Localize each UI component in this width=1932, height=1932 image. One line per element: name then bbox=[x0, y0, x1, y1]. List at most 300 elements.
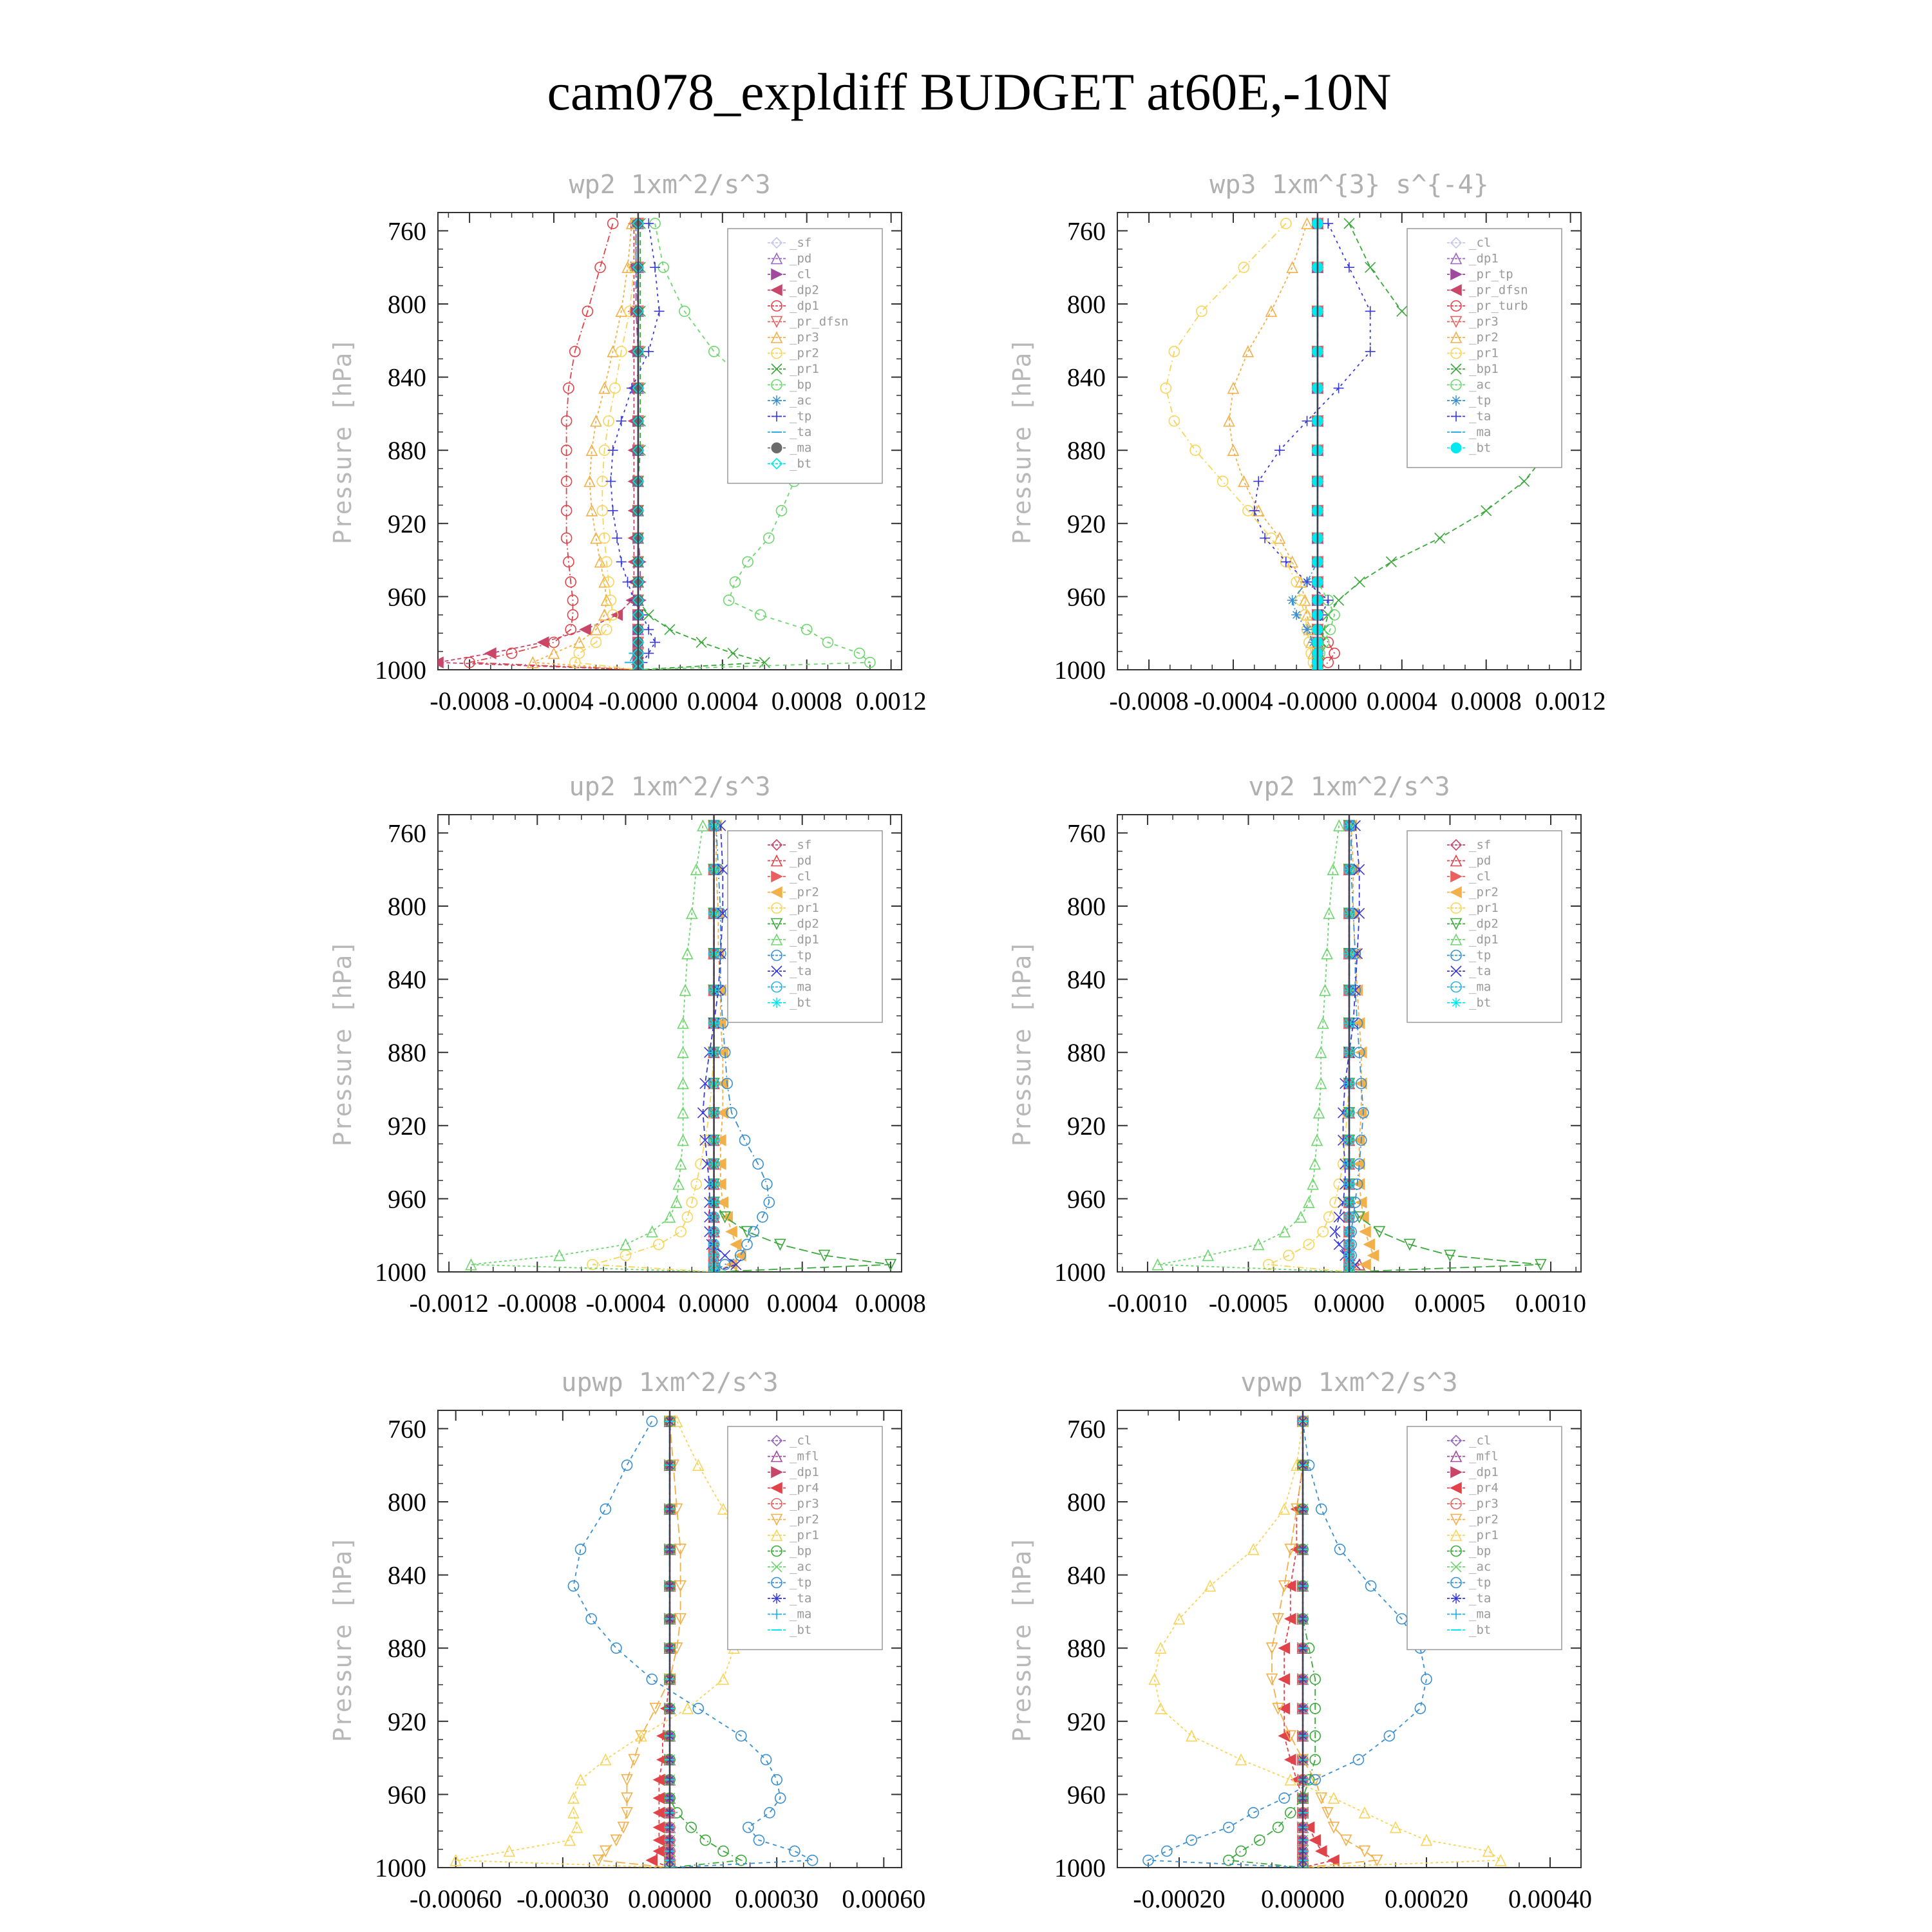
legend-item-label: _ta bbox=[790, 425, 812, 439]
data-point-pr-turb bbox=[1323, 658, 1333, 668]
y-axis-label: Pressure [hPa] bbox=[328, 337, 357, 545]
data-point-tp bbox=[743, 1823, 753, 1833]
data-point-tp bbox=[612, 533, 622, 544]
y-tick-label: 960 bbox=[1067, 1184, 1106, 1214]
y-tick-label: 920 bbox=[1067, 509, 1106, 538]
x-tick-label: -0.0005 bbox=[1208, 1289, 1289, 1318]
legend-item-label: _sf bbox=[790, 236, 812, 250]
data-point-pr4 bbox=[1279, 1674, 1289, 1684]
legend-marker bbox=[1451, 998, 1461, 1008]
legend-item-label: _cl bbox=[790, 1434, 812, 1448]
y-tick-label: 800 bbox=[388, 892, 426, 921]
data-point-dp1 bbox=[1203, 1250, 1213, 1260]
y-axis-label: Pressure [hPa] bbox=[328, 1535, 357, 1743]
data-point-pr1 bbox=[504, 1846, 515, 1856]
data-point-tp bbox=[611, 1643, 621, 1653]
data-point-pr2 bbox=[1359, 1846, 1370, 1856]
data-point-tp bbox=[623, 577, 633, 587]
x-tick-label: 0.0012 bbox=[1535, 687, 1606, 715]
legend bbox=[728, 229, 882, 484]
y-tick-label: 880 bbox=[388, 1634, 426, 1663]
y-tick-label: 1000 bbox=[1054, 1853, 1106, 1882]
y-tick-label: 760 bbox=[388, 1414, 426, 1444]
series-line-dp1 bbox=[471, 826, 714, 1272]
data-point-pr1 bbox=[682, 1212, 692, 1222]
legend-item-label: _tp bbox=[790, 1575, 812, 1590]
y-tick-label: 1000 bbox=[375, 1853, 426, 1882]
chart-panel-6 bbox=[1008, 1368, 1592, 1913]
y-tick-label: 880 bbox=[388, 436, 426, 466]
y-axis-label: Pressure [hPa] bbox=[1008, 337, 1036, 545]
y-tick-label: 1000 bbox=[375, 656, 426, 685]
legend-item-label: _tp bbox=[1469, 948, 1492, 963]
data-point-pr4 bbox=[647, 1855, 657, 1866]
y-tick-label: 920 bbox=[388, 509, 426, 538]
data-point-ta bbox=[1260, 533, 1270, 544]
panel-title: wp3 1xm^{3} s^{-4} bbox=[1209, 170, 1489, 200]
legend-item-label: _pr1 bbox=[790, 901, 819, 915]
data-point-pr2 bbox=[1360, 1260, 1370, 1270]
panel-title: vpwp 1xm^2/s^3 bbox=[1240, 1368, 1458, 1397]
data-point-tp bbox=[643, 648, 654, 658]
data-point-tp bbox=[1287, 595, 1298, 605]
data-point-pr1 bbox=[676, 1227, 686, 1237]
x-tick-label: 0.0005 bbox=[1414, 1289, 1486, 1318]
data-point-bp1 bbox=[1334, 595, 1344, 605]
legend bbox=[1407, 229, 1562, 468]
legend-item-label: _pr1 bbox=[1469, 346, 1499, 361]
data-point-bp bbox=[743, 556, 753, 567]
chart-panel-5 bbox=[328, 1368, 925, 1913]
legend-item-label: _pr2 bbox=[790, 1512, 819, 1527]
legend-item-label: _ta bbox=[1469, 1591, 1492, 1605]
legend-item-label: _mfl bbox=[1469, 1449, 1499, 1464]
chart-panel-4 bbox=[1008, 772, 1586, 1318]
legend-marker bbox=[772, 395, 782, 406]
data-point-tp bbox=[600, 1504, 611, 1514]
legend-item-label: _bp bbox=[790, 1544, 812, 1558]
x-tick-label: -0.00060 bbox=[410, 1884, 502, 1913]
legend-item-label: _cl bbox=[1469, 869, 1492, 884]
data-point-tp bbox=[1316, 1504, 1327, 1514]
legend-item-label: _pr1 bbox=[1469, 1528, 1499, 1542]
data-point-bp bbox=[709, 346, 719, 357]
y-tick-label: 800 bbox=[1067, 1488, 1106, 1517]
data-point-pr1 bbox=[1197, 306, 1207, 316]
data-point-tp bbox=[764, 1808, 775, 1818]
legend-item-label: _ta bbox=[1469, 409, 1492, 424]
y-tick-label: 840 bbox=[1067, 363, 1106, 392]
y-tick-label: 800 bbox=[1067, 290, 1106, 319]
data-point-pr1 bbox=[1190, 445, 1200, 455]
legend-item-label: _cl bbox=[1469, 1434, 1492, 1448]
data-point-bp bbox=[802, 625, 812, 635]
x-tick-label: 0.0000 bbox=[678, 1289, 750, 1318]
y-tick-label: 1000 bbox=[375, 1258, 426, 1287]
legend-item-label: _ac bbox=[790, 393, 812, 408]
series-line-pr3 bbox=[533, 223, 638, 670]
x-tick-label: 0.0008 bbox=[771, 687, 842, 715]
data-point-pr1 bbox=[1483, 1846, 1493, 1856]
data-point-pr1 bbox=[1495, 1855, 1506, 1866]
x-tick-label: 0.0010 bbox=[1515, 1289, 1587, 1318]
chart-panel-1 bbox=[328, 170, 927, 715]
legend-marker bbox=[1451, 1593, 1461, 1604]
data-point-pr1 bbox=[1334, 1179, 1344, 1189]
legend-item-label: _dp1 bbox=[790, 1465, 819, 1479]
data-point-tp bbox=[761, 1754, 772, 1765]
legend-item-label: _pr2 bbox=[1469, 330, 1499, 345]
data-point-pr1 bbox=[1150, 1674, 1160, 1684]
data-point-tp bbox=[693, 1703, 703, 1714]
data-point-pr1 bbox=[1155, 1643, 1166, 1653]
y-tick-label: 920 bbox=[1067, 1111, 1106, 1141]
data-point-ta bbox=[1323, 218, 1333, 229]
data-point-tp bbox=[1248, 1808, 1258, 1818]
data-point-pr4 bbox=[654, 1823, 664, 1833]
data-point-tp bbox=[608, 506, 618, 516]
y-tick-label: 800 bbox=[388, 290, 426, 319]
y-tick-label: 960 bbox=[388, 582, 426, 612]
legend-item-label: _pr4 bbox=[1469, 1481, 1499, 1495]
legend-item-label: _dp1 bbox=[1469, 251, 1499, 266]
legend-item-label: _cl bbox=[1469, 236, 1492, 250]
x-tick-label: 0.00000 bbox=[628, 1884, 712, 1913]
legend-item-label: _bt bbox=[790, 457, 812, 471]
y-tick-label: 840 bbox=[388, 363, 426, 392]
legend-item-label: _dp1 bbox=[1469, 1465, 1499, 1479]
data-point-pr2 bbox=[1368, 1250, 1379, 1260]
data-point-bp1 bbox=[1344, 218, 1354, 229]
legend-item-label: _ta bbox=[790, 1591, 812, 1605]
series-line-pr1 bbox=[1269, 826, 1349, 1272]
legend-marker bbox=[1451, 395, 1461, 406]
y-tick-label: 1000 bbox=[1054, 656, 1106, 685]
x-tick-label: 0.0004 bbox=[687, 687, 758, 715]
legend-item-label: _pd bbox=[790, 853, 812, 868]
x-tick-label: -0.0012 bbox=[409, 1289, 489, 1318]
legend-item-label: _dp1 bbox=[790, 933, 819, 947]
y-tick-label: 880 bbox=[1067, 436, 1106, 466]
x-tick-label: 0.00030 bbox=[735, 1884, 819, 1913]
y-tick-label: 760 bbox=[388, 819, 426, 848]
y-tick-label: 1000 bbox=[1054, 1258, 1106, 1287]
legend-item-label: _pr1 bbox=[790, 362, 819, 376]
data-point-tp bbox=[1415, 1703, 1425, 1714]
x-tick-label: -0.0008 bbox=[1109, 687, 1189, 715]
data-point-pr1 bbox=[1421, 1835, 1432, 1845]
chart-panel-2 bbox=[1008, 170, 1606, 715]
legend-item-label: _pr_dfsn bbox=[1469, 283, 1528, 298]
data-point-tp bbox=[1421, 1674, 1432, 1684]
panels-container bbox=[328, 170, 1606, 1913]
legend-item-label: _ac bbox=[790, 1560, 812, 1574]
y-tick-label: 800 bbox=[388, 1488, 426, 1517]
data-point-pr1 bbox=[620, 1250, 630, 1260]
data-point-pr3 bbox=[549, 648, 559, 658]
x-tick-label: 0.00040 bbox=[1508, 1884, 1592, 1913]
data-point-tp bbox=[1291, 610, 1302, 620]
legend bbox=[1407, 1426, 1562, 1650]
x-tick-label: -0.0004 bbox=[585, 1289, 666, 1318]
legend-item-label: _mfl bbox=[790, 1449, 819, 1464]
legend-item-label: _pr2 bbox=[790, 346, 819, 361]
data-point-pr1 bbox=[696, 637, 706, 647]
x-tick-label: -0.0004 bbox=[1193, 687, 1273, 715]
y-tick-label: 760 bbox=[1067, 216, 1106, 246]
legend-item-label: _bt bbox=[790, 996, 812, 1010]
legend-item-label: _tp bbox=[1469, 393, 1492, 408]
x-tick-label: 0.0012 bbox=[855, 687, 927, 715]
data-point-pr1 bbox=[1329, 1793, 1339, 1803]
legend-item-label: _ma bbox=[790, 980, 812, 994]
data-point-bp1 bbox=[1386, 556, 1396, 567]
legend-item-label: _pr3 bbox=[790, 1497, 819, 1511]
x-tick-label: -0.0008 bbox=[430, 687, 509, 715]
legend-item-label: _ac bbox=[1469, 1560, 1492, 1574]
data-point-dp2 bbox=[538, 637, 549, 647]
legend-item-label: _ma bbox=[1469, 980, 1492, 994]
legend bbox=[1407, 831, 1562, 1023]
legend-item-label: _dp2 bbox=[790, 283, 819, 298]
legend-item-label: _pd bbox=[790, 251, 812, 266]
y-tick-label: 960 bbox=[388, 1184, 426, 1214]
data-point-ta bbox=[1334, 1212, 1344, 1222]
legend-item-label: _dp2 bbox=[1469, 916, 1499, 931]
legend-item-label: _pr_tp bbox=[1469, 267, 1513, 281]
x-tick-label: -0.0000 bbox=[598, 687, 678, 715]
y-tick-label: 840 bbox=[1067, 965, 1106, 994]
legend-item-label: _pr1 bbox=[790, 1528, 819, 1542]
legend-item-label: _pr1 bbox=[1469, 901, 1499, 915]
data-point-pr1 bbox=[1324, 1212, 1334, 1222]
panel-title: wp2 1xm^2/s^3 bbox=[569, 170, 771, 200]
data-point-bp1 bbox=[1365, 262, 1376, 272]
y-tick-label: 960 bbox=[1067, 1780, 1106, 1810]
data-point-pr2 bbox=[726, 1227, 737, 1237]
data-point-ta bbox=[1330, 1227, 1340, 1237]
chart-panel-3 bbox=[328, 772, 926, 1318]
y-tick-label: 840 bbox=[388, 965, 426, 994]
data-point-dp1 bbox=[1280, 1227, 1290, 1237]
legend-item-label: _tp bbox=[790, 409, 812, 424]
x-tick-label: 0.0008 bbox=[1450, 687, 1522, 715]
legend-item-label: _pr_dfsn bbox=[790, 314, 849, 329]
data-point-bp bbox=[1236, 1846, 1246, 1856]
x-tick-label: 0.00060 bbox=[842, 1884, 926, 1913]
data-point-ta bbox=[1344, 262, 1354, 272]
legend bbox=[728, 831, 882, 1023]
legend-marker bbox=[1451, 443, 1461, 453]
data-point-pr4 bbox=[1310, 1835, 1320, 1845]
legend-item-label: _pr3 bbox=[790, 330, 819, 345]
series-line-pr2 bbox=[1229, 223, 1318, 670]
data-point-tp bbox=[654, 306, 665, 316]
data-point-bp bbox=[1273, 1823, 1283, 1833]
data-point-pr2 bbox=[1287, 262, 1298, 272]
data-point-pr2 bbox=[1360, 1227, 1370, 1237]
legend-item-label: _pr2 bbox=[1469, 885, 1499, 900]
data-point-pr1 bbox=[654, 1239, 664, 1249]
legend-item-label: _dp1 bbox=[790, 299, 819, 313]
data-point-pr1 bbox=[728, 648, 738, 658]
data-point-bp1 bbox=[1435, 533, 1445, 544]
legend-item-label: _cl bbox=[790, 267, 812, 281]
y-tick-label: 840 bbox=[1067, 1560, 1106, 1590]
legend-item-label: _pr2 bbox=[790, 885, 819, 900]
y-tick-label: 920 bbox=[1067, 1707, 1106, 1736]
data-point-pr2 bbox=[1238, 476, 1249, 486]
data-point-pr1 bbox=[565, 1835, 575, 1845]
legend-item-label: _dp2 bbox=[790, 916, 819, 931]
data-point-dp1 bbox=[595, 262, 605, 272]
data-point-pr1 bbox=[1155, 1703, 1166, 1714]
legend-item-label: _cl bbox=[790, 869, 812, 884]
x-tick-label: -0.00020 bbox=[1133, 1884, 1226, 1913]
legend-item-label: _ma bbox=[790, 440, 812, 455]
legend-item-label: _ma bbox=[1469, 425, 1492, 439]
data-point-tp bbox=[740, 1135, 750, 1146]
data-point-tp bbox=[808, 1855, 818, 1866]
legend-item-label: _bp bbox=[1469, 1544, 1492, 1558]
legend-item-label: _pr4 bbox=[790, 1481, 819, 1495]
data-point-tp bbox=[643, 218, 654, 229]
panel-title: upwp 1xm^2/s^3 bbox=[561, 1368, 779, 1397]
y-tick-label: 880 bbox=[1067, 1038, 1106, 1068]
panel-title: up2 1xm^2/s^3 bbox=[569, 772, 771, 802]
legend-item-label: _ma bbox=[790, 1607, 812, 1622]
y-tick-label: 920 bbox=[388, 1707, 426, 1736]
y-tick-label: 840 bbox=[388, 1560, 426, 1590]
data-point-pr4 bbox=[1316, 1846, 1327, 1856]
series-line-pr1 bbox=[456, 1421, 745, 1868]
y-axis-label: Pressure [hPa] bbox=[328, 940, 357, 1147]
data-point-bp1 bbox=[1397, 306, 1407, 316]
data-point-tp bbox=[576, 1544, 586, 1555]
data-point-tp bbox=[622, 1460, 632, 1470]
y-tick-label: 760 bbox=[1067, 1414, 1106, 1444]
legend-item-label: _sf bbox=[790, 838, 812, 852]
legend-item-label: _pr3 bbox=[1469, 314, 1499, 329]
legend-item-label: _pr3 bbox=[1469, 1497, 1499, 1511]
y-axis-label: Pressure [hPa] bbox=[1008, 940, 1036, 1147]
x-tick-label: -0.0008 bbox=[497, 1289, 577, 1318]
data-point-pr2 bbox=[629, 1754, 639, 1765]
data-point-pr1 bbox=[1186, 1731, 1197, 1741]
data-point-tp bbox=[742, 1239, 752, 1249]
data-point-pr3 bbox=[595, 556, 605, 567]
y-tick-label: 920 bbox=[388, 1111, 426, 1141]
data-point-tp bbox=[643, 346, 654, 357]
data-point-dp1 bbox=[665, 1212, 675, 1222]
data-point-bp bbox=[776, 506, 786, 516]
data-point-pr2 bbox=[1364, 1239, 1374, 1249]
legend-item-label: _bt bbox=[790, 1623, 812, 1637]
legend-item-label: _tp bbox=[1469, 1575, 1492, 1590]
legend bbox=[728, 1426, 882, 1650]
legend-item-label: _ta bbox=[790, 964, 812, 978]
data-point-dp1 bbox=[620, 1239, 630, 1249]
data-point-tp bbox=[643, 625, 654, 635]
data-point-tp bbox=[586, 1614, 596, 1624]
data-point-pr1 bbox=[1160, 383, 1171, 393]
y-tick-label: 760 bbox=[388, 216, 426, 246]
legend-item-label: _ma bbox=[1469, 1607, 1492, 1622]
data-point-tp bbox=[608, 445, 618, 455]
data-point-tp bbox=[772, 1775, 782, 1785]
data-point-bp1 bbox=[1481, 506, 1492, 516]
data-point-pr1 bbox=[683, 1703, 693, 1714]
data-point-tp bbox=[647, 1674, 657, 1684]
data-point-pr1 bbox=[665, 625, 675, 635]
y-tick-label: 760 bbox=[1067, 819, 1106, 848]
legend-item-label: _bt bbox=[1469, 1623, 1492, 1637]
data-point-pr1 bbox=[576, 1775, 586, 1785]
legend-item-label: _pr2 bbox=[1469, 1512, 1499, 1527]
legend-item-label: _dp1 bbox=[1469, 933, 1499, 947]
data-point-ta bbox=[1365, 306, 1376, 316]
panel-title: vp2 1xm^2/s^3 bbox=[1248, 772, 1450, 802]
data-point-tp bbox=[568, 1581, 578, 1591]
series-line-pr4 bbox=[1284, 1421, 1334, 1868]
data-point-tp bbox=[650, 637, 660, 647]
x-tick-label: 0.0008 bbox=[855, 1289, 926, 1318]
legend-item-label: _ac bbox=[1469, 377, 1492, 392]
legend-item-label: _sf bbox=[1469, 838, 1492, 852]
legend-item-label: _bp bbox=[790, 377, 812, 392]
data-point-ta bbox=[1253, 476, 1264, 486]
data-point-tp bbox=[1366, 1581, 1376, 1591]
x-tick-label: 0.00000 bbox=[1261, 1884, 1345, 1913]
legend-item-label: _bp1 bbox=[1469, 362, 1499, 376]
x-tick-label: 0.0004 bbox=[1366, 687, 1437, 715]
x-tick-label: 0.0000 bbox=[1314, 1289, 1385, 1318]
x-tick-label: -0.00030 bbox=[516, 1884, 609, 1913]
data-point-tp bbox=[650, 262, 660, 272]
y-tick-label: 800 bbox=[1067, 892, 1106, 921]
data-point-tp bbox=[790, 1846, 800, 1856]
data-point-pr1 bbox=[718, 1674, 728, 1684]
legend-item-label: _bt bbox=[1469, 440, 1492, 455]
data-point-bp bbox=[730, 577, 740, 587]
data-point-dp1 bbox=[1296, 1212, 1306, 1222]
x-tick-label: 0.0004 bbox=[766, 1289, 838, 1318]
x-tick-label: 0.00020 bbox=[1385, 1884, 1468, 1913]
data-point-ta bbox=[1334, 1239, 1344, 1249]
y-tick-label: 960 bbox=[1067, 582, 1106, 612]
data-point-pr1 bbox=[691, 1179, 701, 1189]
data-point-pr2 bbox=[601, 625, 612, 635]
data-point-bp bbox=[755, 610, 766, 620]
figure-title: cam078_expldiff BUDGET at60E,-10N bbox=[547, 62, 1392, 121]
data-point-dp1 bbox=[1253, 1239, 1264, 1249]
data-point-bp bbox=[700, 1835, 710, 1845]
y-axis-label: Pressure [hPa] bbox=[1008, 1535, 1036, 1743]
legend-marker bbox=[772, 1593, 782, 1604]
legend-item-label: _bt bbox=[1469, 996, 1492, 1010]
data-point-bp1 bbox=[1519, 476, 1530, 486]
legend-item-label: _tp bbox=[790, 948, 812, 963]
data-point-pr2 bbox=[731, 1239, 741, 1249]
data-point-tp bbox=[1162, 1846, 1172, 1856]
legend-item-label: _pr_turb bbox=[1469, 299, 1528, 313]
data-point-dp2 bbox=[580, 625, 591, 635]
y-tick-label: 960 bbox=[388, 1780, 426, 1810]
data-point-tp bbox=[616, 556, 627, 567]
data-point-tp bbox=[605, 476, 616, 486]
data-point-pr1 bbox=[1218, 476, 1228, 486]
legend-item-label: _ta bbox=[1469, 964, 1492, 978]
